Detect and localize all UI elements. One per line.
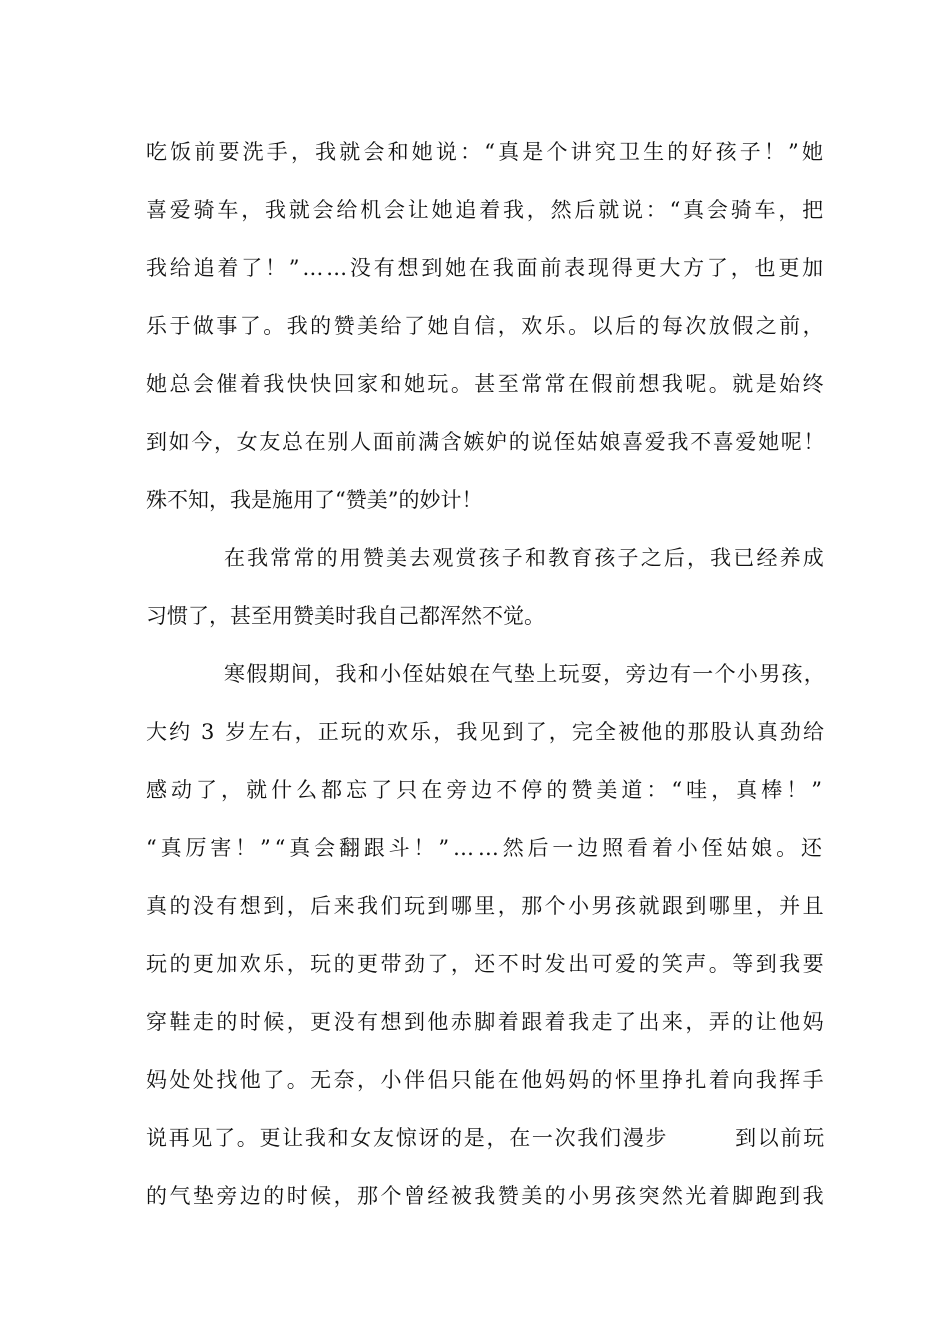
text-line: 的气垫旁边的时候，那个曾经被我赞美的小男孩突然光着脚跑到我	[146, 1184, 827, 1208]
text-line: 大约 3 岁左右，正玩的欢乐，我见到了，完全被他的那股认真劲给	[146, 720, 827, 744]
text-line: 到如今，女友总在别人面前满含嫉妒的说侄姑娘喜爱我不喜爱她呢！	[146, 430, 827, 454]
text-line: 寒假期间，我和小侄姑娘在气垫上玩耍，旁边有一个小男孩，	[224, 662, 827, 686]
text-line: 喜爱骑车，我就会给机会让她追着我，然后就说：“真会骑车，把	[146, 198, 826, 222]
text-line: 她总会催着我快快回家和她玩。甚至常常在假前想我呢。就是始终	[146, 372, 827, 396]
text-line: 乐于做事了。我的赞美给了她自信，欢乐。以后的每次放假之前，	[146, 314, 827, 338]
text-line: 吃饭前要洗手，我就会和她说：“真是个讲究卫生的好孩子！”她	[146, 140, 827, 164]
text-line: “真厉害！”“真会翻跟斗！”……然后一边照看着小侄姑娘。还	[146, 836, 826, 860]
text-line: 穿鞋走的时候，更没有想到他赤脚着跟着我走了出来，弄的让他妈	[146, 1010, 827, 1034]
body-text	[146, 128, 826, 1230]
text-line: 感动了，就什么都忘了只在旁边不停的赞美道：“哇，真棒！”	[146, 778, 827, 802]
text-line: 玩的更加欢乐，玩的更带劲了，还不时发出可爱的笑声。等到我要	[146, 952, 827, 976]
text-line: 说再见了。更让我和女友惊讶的是，在一次我们漫步 到以前玩	[146, 1126, 826, 1150]
text-line: 真的没有想到，后来我们玩到哪里，那个小男孩就跟到哪里，并且	[146, 894, 827, 918]
text-line: 殊不知，我是施用了“赞美”的妙计！	[146, 488, 483, 512]
text-line: 妈处处找他了。无奈，小伴侣只能在他妈妈的怀里挣扎着向我挥手	[146, 1068, 827, 1092]
text-line: 在我常常的用赞美去观赏孩子和教育孩子之后，我已经养成	[224, 546, 826, 570]
text-line: 我给追着了！”……没有想到她在我面前表现得更大方了，也更加	[146, 256, 826, 280]
text-line: 习惯了，甚至用赞美时我自己都浑然不觉。	[146, 604, 545, 628]
